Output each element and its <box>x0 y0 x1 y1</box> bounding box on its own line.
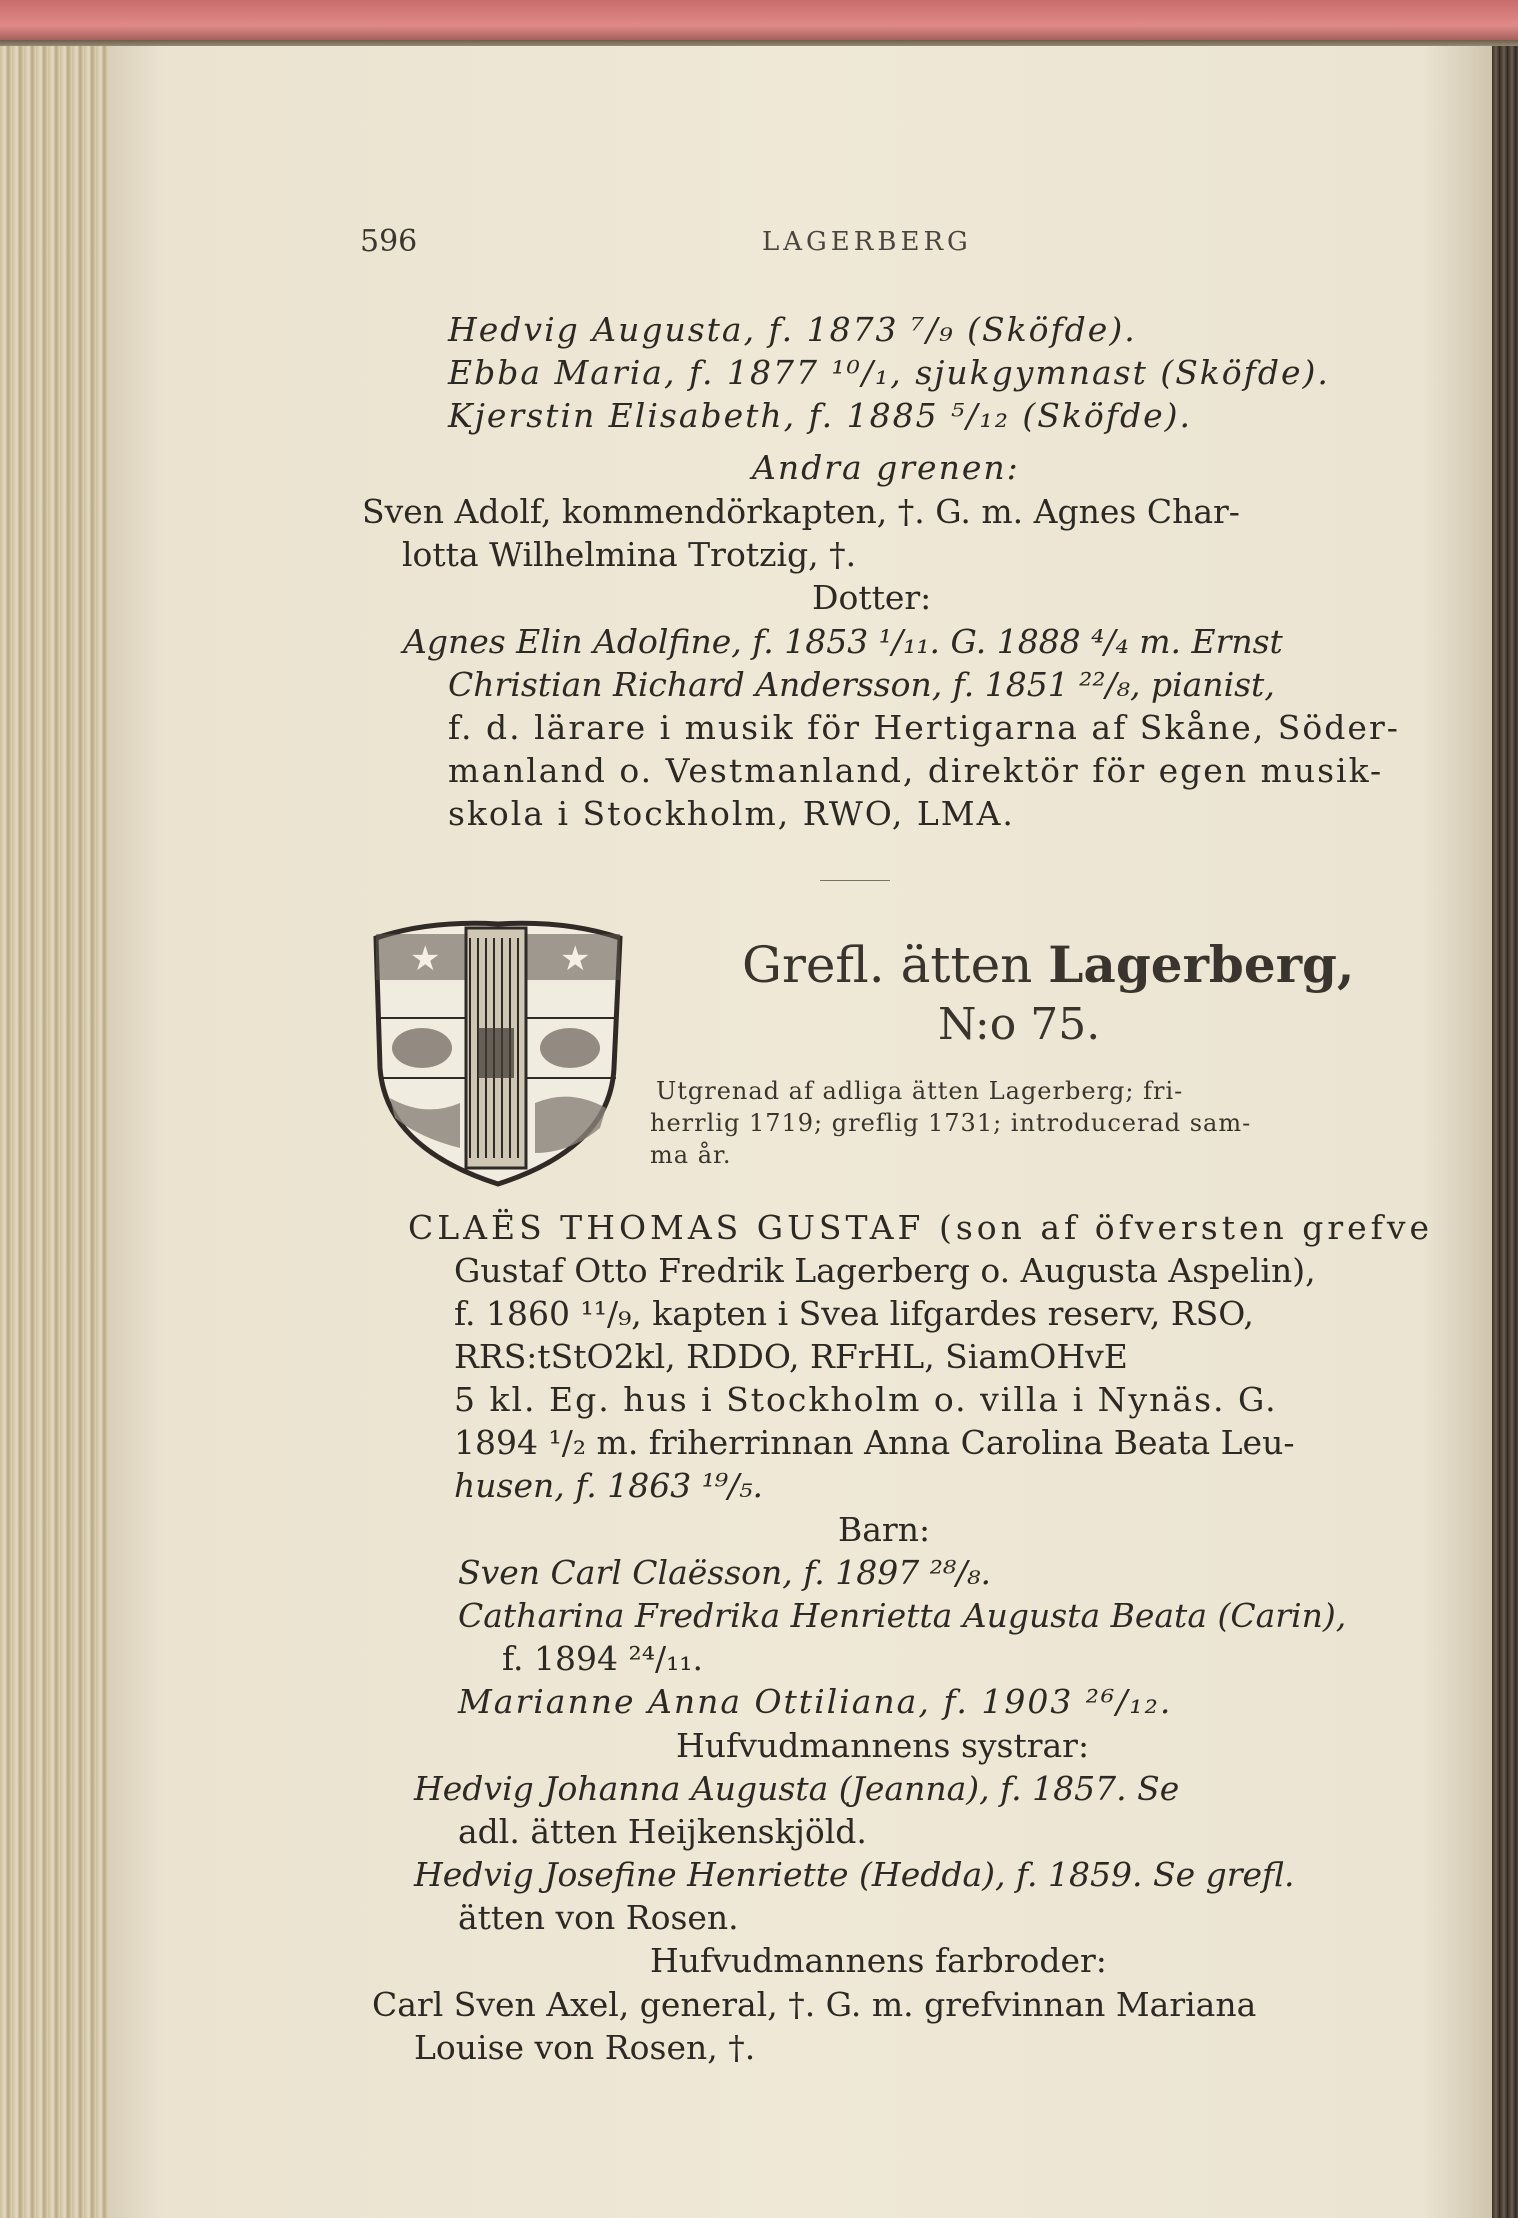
text-line: Hedvig Josefine Henriette (Hedda), f. 1859. Se grefl. <box>414 1855 1295 1894</box>
section-number: N:o 75. <box>938 999 1101 1050</box>
page-stack-right <box>1492 46 1518 2218</box>
coat-of-arms <box>370 918 625 1188</box>
text-line: Hedvig Johanna Augusta (Jeanna), f. 1857. Se <box>414 1769 1180 1808</box>
page-number: 596 <box>360 224 418 259</box>
svg-text:★: ★ <box>410 939 441 979</box>
subheading: Hufvudmannens systrar: <box>676 1726 1090 1765</box>
section-note: Utgrenad af adliga ätten Lagerberg; fri- <box>656 1077 1184 1105</box>
svg-text:★: ★ <box>560 939 591 979</box>
text-line: f. d. lärare i musik för Hertigarna af Skåne, Söder- <box>448 708 1400 747</box>
running-title: LAGERBERG <box>762 227 972 257</box>
subheading: Dotter: <box>812 578 932 617</box>
text-line: Hedvig Augusta, f. 1873 ⁷/₉ (Sköfde). <box>448 310 1137 349</box>
text-line: Christian Richard Andersson, f. 1851 ²²/₈, pianist, <box>448 665 1275 704</box>
text-line: Louise von Rosen, †. <box>414 2028 756 2067</box>
section-note: ma år. <box>650 1141 732 1169</box>
text-line: Sven Adolf, kommendörkapten, †. G. m. Agnes Char- <box>362 492 1240 531</box>
text-line: f. 1860 ¹¹/₉, kapten i Svea lifgardes reserv, RSO, <box>454 1294 1254 1333</box>
text-line: 5 kl. Eg. hus i Stockholm o. villa i Nynäs. G. <box>454 1380 1278 1419</box>
text-line: manland o. Vestmanland, direktör för egen musik- <box>448 751 1384 790</box>
separator-rule <box>820 880 890 881</box>
text-line: CLAËS THOMAS GUSTAF (son af öfversten grefve <box>408 1208 1434 1247</box>
text-line: adl. ätten Heijkenskjöld. <box>458 1812 867 1851</box>
text-line: Agnes Elin Adolfine, f. 1853 ¹/₁₁. G. 1888 ⁴/₄ m. Ernst <box>403 622 1283 661</box>
text-line: lotta Wilhelmina Trotzig, †. <box>402 535 857 574</box>
text-line: Catharina Fredrika Henrietta Augusta Beata (Carin), <box>458 1596 1347 1635</box>
text-line: Kjerstin Elisabeth, f. 1885 ⁵/₁₂ (Sköfde). <box>448 396 1192 435</box>
text-line: husen, f. 1863 ¹⁹/₅. <box>454 1466 763 1505</box>
text-line: Carl Sven Axel, general, †. G. m. grefvinnan Mariana <box>372 1985 1257 2024</box>
text-line: f. 1894 ²⁴/₁₁. <box>502 1639 704 1678</box>
page-stack-left <box>0 46 108 2218</box>
text-line: Gustaf Otto Fredrik Lagerberg o. Augusta Aspelin), <box>454 1251 1316 1290</box>
text-line: RRS:tStO2kl, RDDO, RFrHL, SiamOHvE <box>454 1337 1128 1376</box>
section-note: herrlig 1719; greflig 1731; introducerad sam- <box>650 1109 1252 1137</box>
text-line: Ebba Maria, f. 1877 ¹⁰/₁, sjukgymnast (Sköfde). <box>448 353 1330 392</box>
text-line: skola i Stockholm, RWO, LMA. <box>448 794 1015 833</box>
section-title <box>742 936 1354 994</box>
section-title-prefix: Grefl. ätten <box>742 936 1033 994</box>
text-line: Sven Carl Claësson, f. 1897 ²⁸/₈. <box>458 1553 992 1592</box>
subheading: Hufvudmannens farbroder: <box>650 1941 1107 1980</box>
text-line: Marianne Anna Ottiliana, f. 1903 ²⁶/₁₂. <box>458 1682 1173 1721</box>
subheading: Barn: <box>838 1510 931 1549</box>
text-line: ätten von Rosen. <box>458 1898 739 1937</box>
text-line: 1894 ¹/₂ m. friherrinnan Anna Carolina Beata Leu- <box>454 1423 1295 1462</box>
section-title-name: Lagerberg, <box>1048 935 1355 994</box>
subheading: Andra grenen: <box>752 448 1020 487</box>
